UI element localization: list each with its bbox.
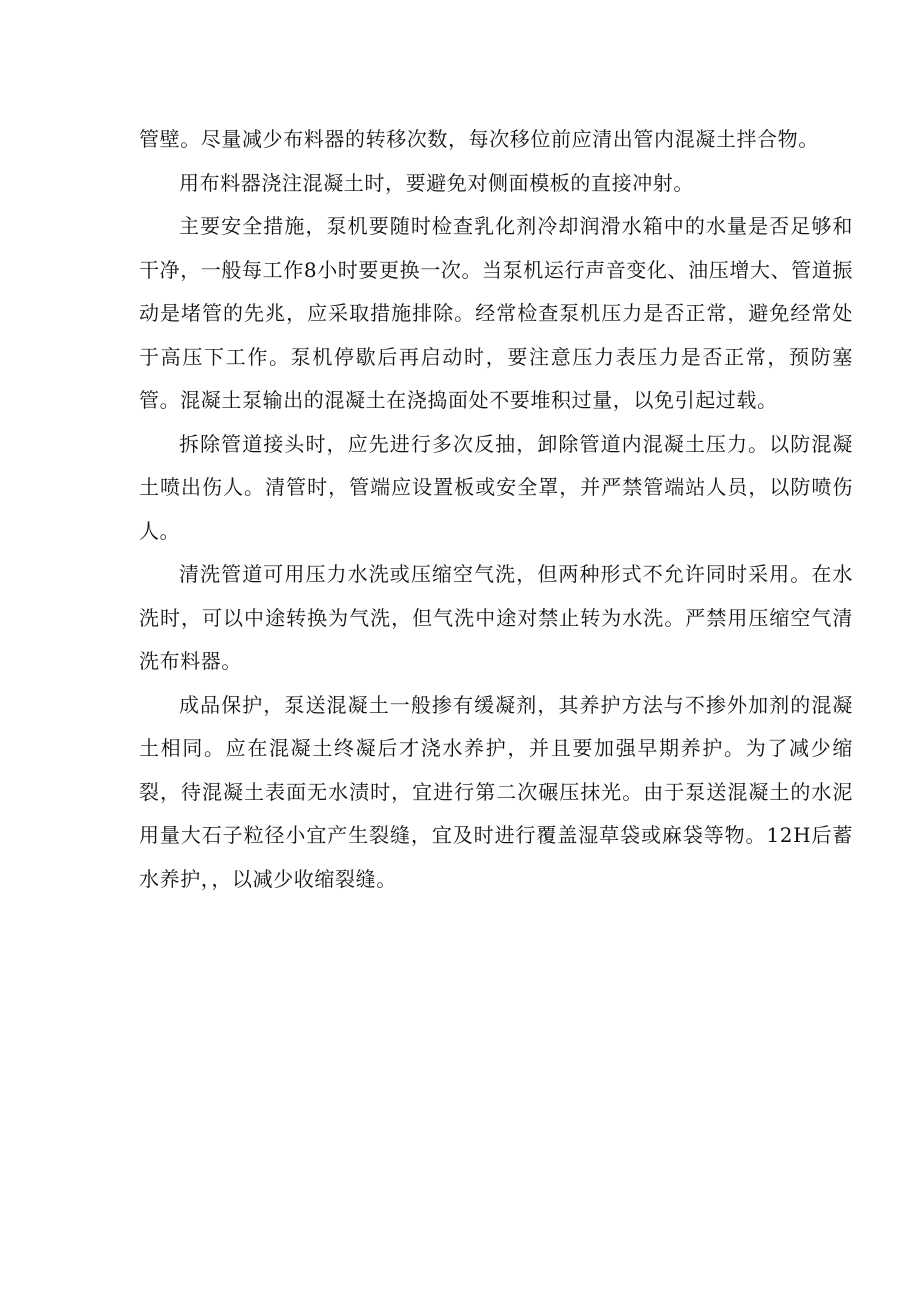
- paragraph-spreader-pouring: 用布料器浇注混凝土时，要避免对侧面模板的直接冲射。: [179, 170, 694, 195]
- paragraph-product-protection: 成品保护，泵送混凝土一般掺有缓凝剂，其养护方法与不掺外加剂的混凝土相同。应在混凝土终凝后才浇水养护，并且要加强早期养护。为了减少缩裂，待混凝土表面无水渍时，宜进行第二次碾压抹光。由于泵送混凝土的水泥用量大石子粒径小宜产生裂缝，宜及时进行覆盖湿草袋或麻袋等物。12H后蓄水养护，，以减少收缩裂缝。: [139, 692, 853, 891]
- paragraph-pipe-removal: 拆除管道接头时，应先进行多次反抽，卸除管道内混凝土压力。以防混凝土喷出伤人。清管时，管端应设置板或安全罩，并严禁管端站人员，以防喷伤人。: [139, 431, 853, 543]
- paragraph-continuation: 管壁。尽量减少布料器的转移次数，每次移位前应清出管内混凝土拌合物。: [139, 127, 819, 151]
- paragraph-safety-measures: 主要安全措施，泵机要随时检查乳化剂冷却润滑水箱中的水量是否足够和干净，一般每工作8小时要更换一次。当泵机运行声音变化、油压增大、管道振动是堵管的先兆，应采取措施排除。经常检查泵机压力是否正常，避免经常处于高压下工作。泵机停歇后再启动时，要注意压力表压力是否正常，预防塞管。混凝土泵输出的混凝土在浇捣面处不要堆积过量，以免引起过载。: [139, 214, 853, 412]
- document-body: [139, 118, 853, 901]
- paragraph-pipe-cleaning: 清洗管道可用压力水洗或压缩空气洗，但两种形式不允许同时采用。在水洗时，可以中途转换为气洗，但气洗中途对禁止转为水洗。严禁用压缩空气清洗布料器。: [139, 562, 853, 673]
